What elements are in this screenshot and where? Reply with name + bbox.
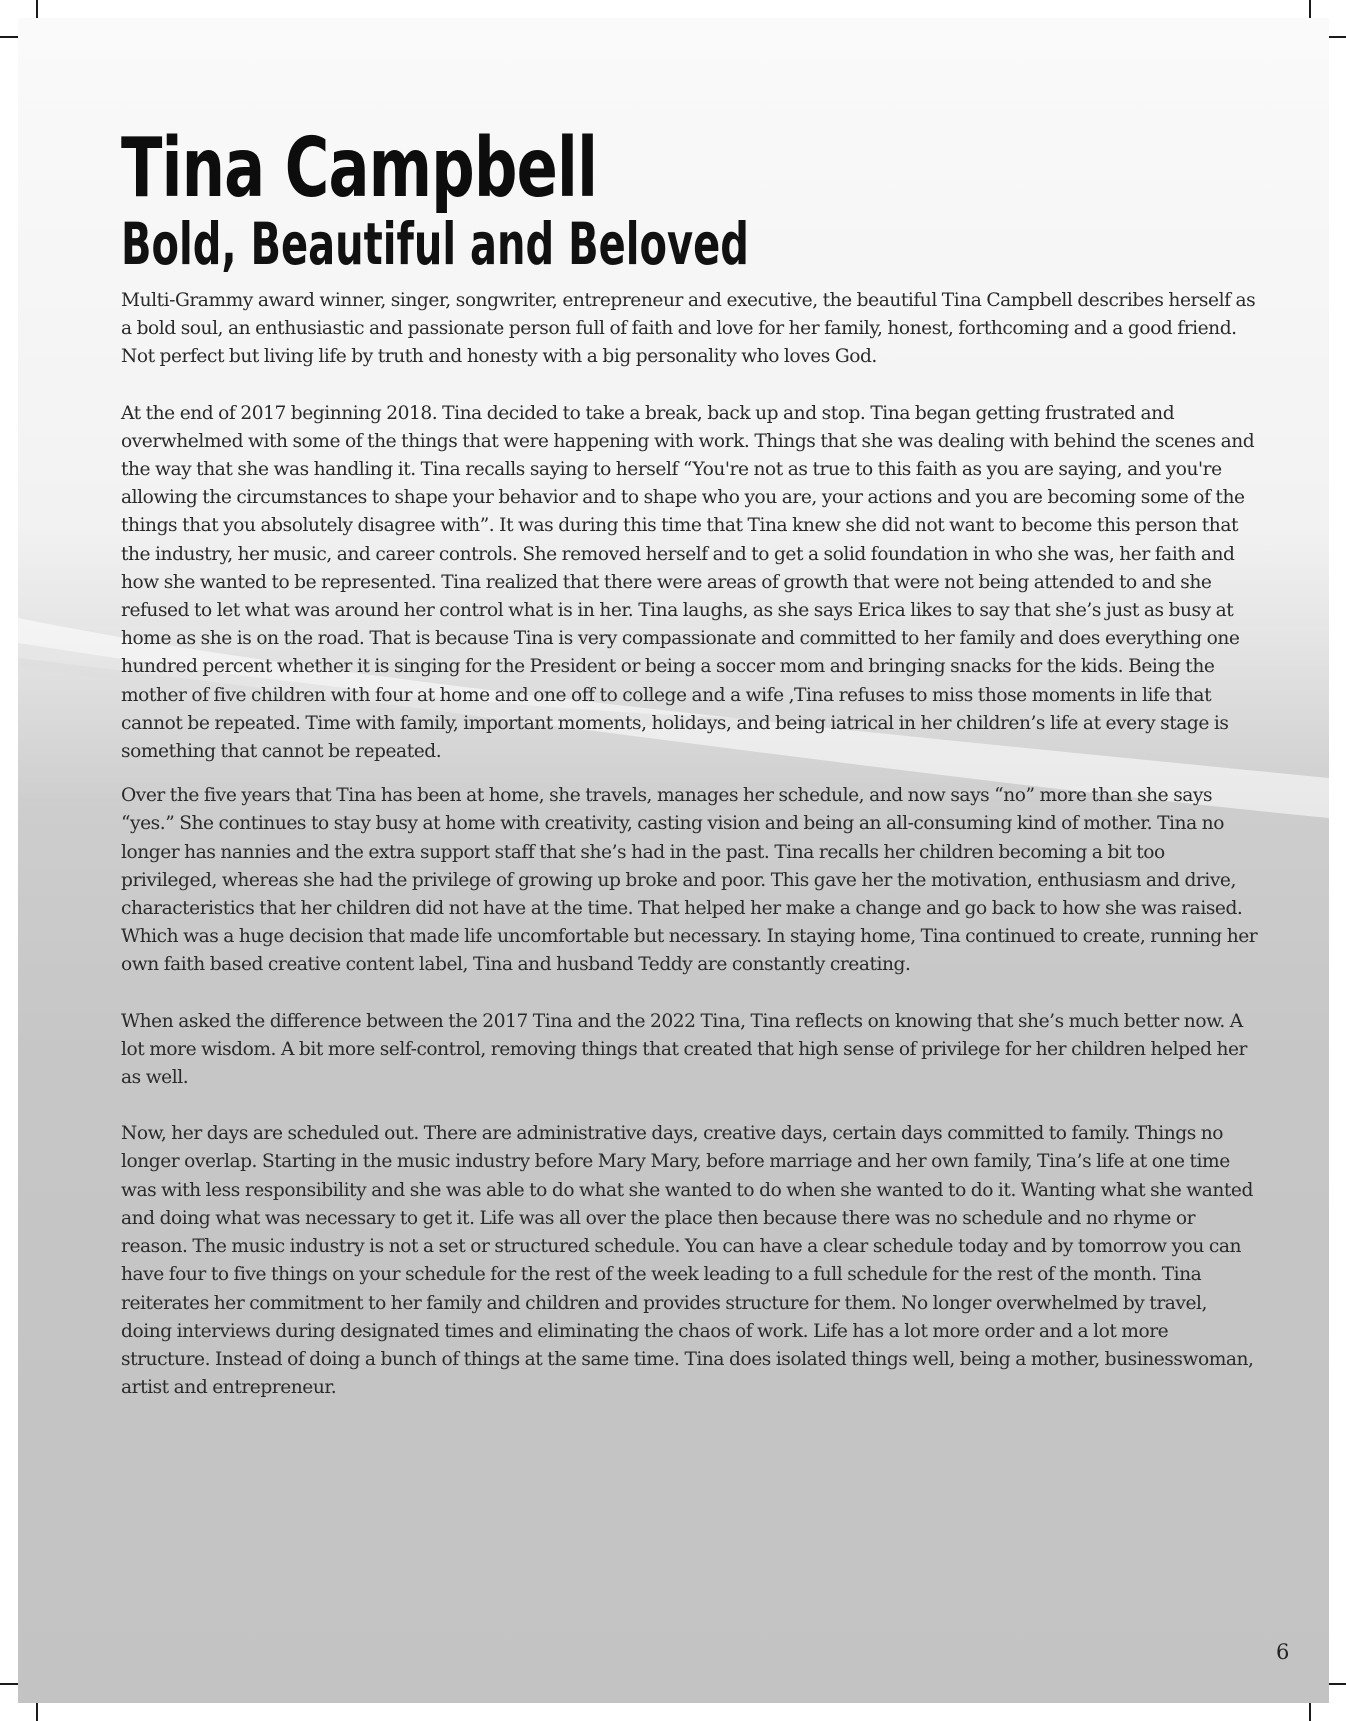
crop-mark-bottom-left-h [0,1683,18,1685]
crop-mark-top-left-v [36,0,38,18]
article-title: Tina Campbell [121,121,598,216]
magazine-page [18,18,1329,1703]
crop-mark-bottom-right-v [1309,1703,1311,1721]
crop-mark-top-right-h [1328,36,1346,38]
page-number: 6 [1276,1640,1290,1664]
paragraph-break-2018: At the end of 2017 beginning 2018. Tina decided to take a break, back up and stop. Tina began getting frustrated and overwhelmed with some of the things that were happening with work. Things that she was dealing with behind the scenes and the way that she was handling it. Tina recalls saying to herself “You're not as true to this faith as you are saying, and you're allowing the circumstances to shape your behavior and to shape who you are, your actions and you are becoming some of the things that you absolutely disagree with”. It was during this time that Tina knew she did not want to become this person that the industry, her music, and career controls. She removed herself and to get a solid foundation in who she was, her faith and how she wanted to be represented. Tina realized that there were areas of growth that were not being attended to and she refused to let what was around her control what is in her. Tina laughs, as she says Erica likes to say that she’s just as busy at home as she is on the road. That is because Tina is very compassionate and committed to her family and does everything one hundred percent whether it is singing for the President or being a soccer mom and bringing snacks for the kids. Being the mother of five children with four at home and one off to college and a wife ,Tina refuses to miss those moments in life that cannot be repeated. Time with family, important moments, holidays, and being iatrical in her children’s life at every stage is something that cannot be repeated. [121,402,1255,763]
article [121,123,1261,1402]
paragraph-difference: When asked the difference between the 2017 Tina and the 2022 Tina, Tina reflects on knowing that she’s much better now. A lot more wisdom. A bit more self-control, removing things that created that high sense of privilege for her children helped her as well. [121,1010,1248,1089]
crop-mark-bottom-left-v [36,1703,38,1721]
article-subtitle: Bold, Beautiful and Beloved [121,210,749,278]
crop-mark-bottom-right-h [1328,1683,1346,1685]
paragraph-intro: Multi-Grammy award winner, singer, songwriter, entrepreneur and executive, the beautiful Tina Campbell describes herself as a bold soul, an enthusiastic and passionate person full of faith and love for her family, honest, forthcoming and a good friend. Not perfect but living life by truth and honesty with a big personality who loves God. [121,290,1256,368]
paragraph-five-years: Over the five years that Tina has been at home, she travels, manages her schedule, and now says “no” more than she says “yes.” She continues to stay busy at home with creativity, casting vision and being an all-consuming kind of mother. Tina no longer has nannies and the extra support staff that she’s had in the past. Tina recalls her children becoming a bit too privileged, whereas she had the privilege of growing up broke and poor. This gave her the motivation, enthusiasm and drive, characteristics that her children did not have at the time. That helped her make a change and go back to how she was raised. Which was a huge decision that made life uncomfortable but necessary. In staying home, Tina continued to create, running her own faith based creative content label, Tina and husband Teddy are constantly creating. [121,785,1258,976]
crop-mark-top-right-v [1309,0,1311,18]
paragraph-schedule: Now, her days are scheduled out. There are administrative days, creative days, certain days committed to family. Things no longer overlap. Starting in the music industry before Mary Mary, before marriage and her own family, Tina’s life at one time was with less responsibility and she was able to do what she wanted to do when she wanted to do it. Wanting what she wanted and doing what was necessary to get it. Life was all over the place then because there was no schedule and no rhyme or reason. The music industry is not a set or structured schedule. You can have a clear schedule today and by tomorrow you can have four to five things on your schedule for the rest of the week leading to a full schedule for the rest of the month. Tina reiterates her commitment to her family and children and provides structure for them. No longer overwhelmed by travel, doing interviews during designated times and eliminating the chaos of work. Life has a lot more order and a lot more structure. Instead of doing a bunch of things at the same time. Tina does isolated things well, being a mother, businesswoman, artist and entrepreneur. [121,1123,1254,1399]
crop-mark-top-left-h [0,36,18,38]
